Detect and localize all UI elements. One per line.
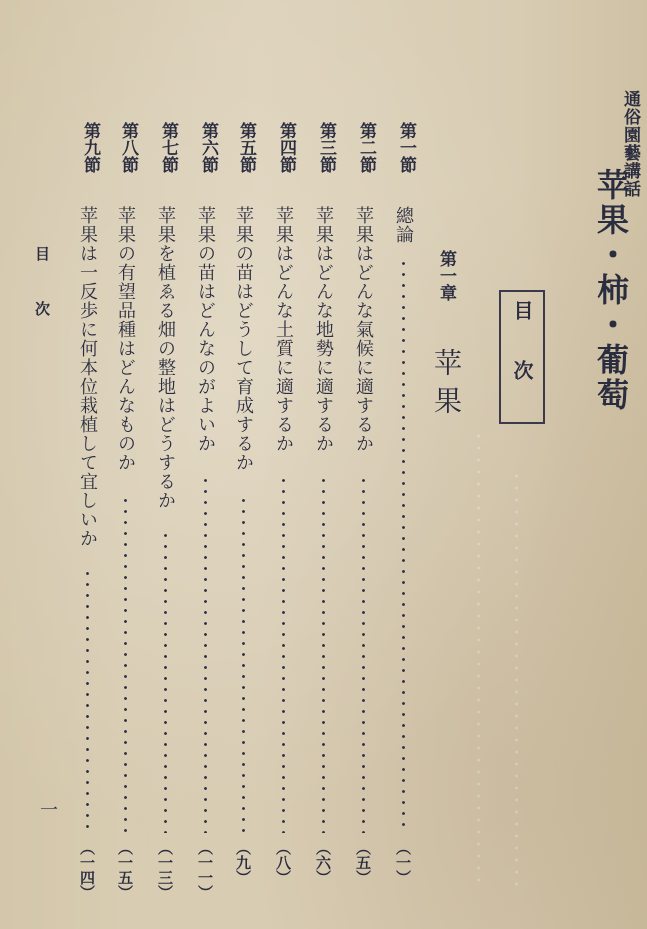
chapter-number: 第一章 [436, 250, 456, 301]
leader-dots [204, 475, 207, 833]
leader-dots [124, 495, 127, 833]
leader-dots [322, 475, 325, 833]
section-page: （五） [354, 840, 372, 885]
section-number: 第八節 [118, 122, 138, 173]
emboss-guide [515, 470, 518, 890]
leader-dots [402, 258, 405, 833]
section-title: 苹果は一反歩に何本位栽植して宜しいか [77, 206, 98, 548]
section-number: 第六節 [198, 122, 218, 173]
leader-dots [282, 475, 285, 833]
section-title: 苹果はどんな氣候に適するか [353, 206, 374, 453]
section-page: （一三） [156, 840, 174, 900]
leader-dots [242, 495, 245, 833]
section-number: 第四節 [276, 122, 296, 173]
section-page: （一五） [116, 840, 134, 900]
section-page: （八） [274, 840, 292, 885]
leader-dots [164, 530, 167, 833]
book-title: 苹果・柿・葡萄 [592, 168, 630, 413]
section-title: 苹果はどんな地勢に適するか [313, 206, 334, 453]
section-number: 第五節 [236, 122, 256, 173]
section-title: 苹果の苗はどんなのがよいか [195, 206, 216, 453]
running-head: 目次 [33, 246, 51, 356]
leader-dots [86, 568, 89, 833]
section-title: 苹果はどんな土質に適するか [273, 206, 294, 453]
section-page: （一） [394, 840, 412, 885]
emboss-guide [477, 430, 480, 890]
section-title: 苹果の有望品種はどんなものか [115, 206, 136, 472]
section-page: （九） [234, 840, 252, 885]
section-number: 第九節 [80, 122, 100, 173]
section-page: （一四） [78, 840, 96, 900]
section-page: （六） [314, 840, 332, 885]
page-folio: 一 [37, 800, 58, 818]
section-number: 第一節 [396, 122, 416, 173]
leader-dots [362, 475, 365, 833]
section-number: 第七節 [158, 122, 178, 173]
section-title: 總論 [393, 206, 414, 244]
series-title: 通俗園藝講話 [620, 90, 640, 198]
section-page: （一一） [196, 840, 214, 900]
toc-label: 目次 [510, 300, 534, 420]
chapter-title: 苹果 [430, 348, 463, 424]
section-number: 第二節 [356, 122, 376, 173]
section-title: 苹果を植ゑる畑の整地はどうするか [155, 206, 176, 510]
section-title: 苹果の苗はどうして育成するか [233, 206, 254, 472]
section-number: 第三節 [316, 122, 336, 173]
